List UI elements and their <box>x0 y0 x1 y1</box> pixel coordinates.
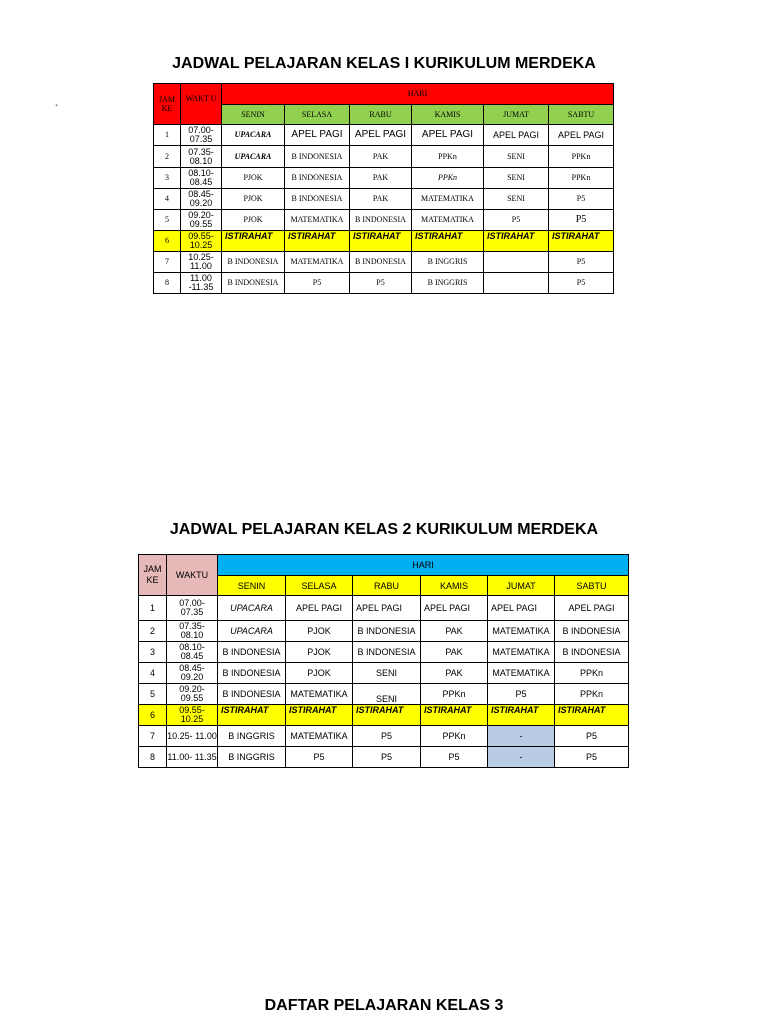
subject-cell: P5 <box>285 273 350 294</box>
break-cell: ISTIRAHAT <box>218 705 286 726</box>
subject-cell: MATEMATIKA <box>412 189 484 210</box>
subject-cell: MATEMATIKA <box>285 252 350 273</box>
day-header: SENIN <box>218 576 286 596</box>
break-cell: ISTIRAHAT <box>350 231 412 252</box>
subject-cell: P5 <box>549 189 614 210</box>
subject-cell: APEL PAGI <box>285 125 350 146</box>
header-jam-ke: JAM KE <box>154 84 181 125</box>
waktu-cell: 08.45- 09.20 <box>167 663 218 684</box>
subject-cell: B INGGRIS <box>412 252 484 273</box>
table-row <box>154 189 614 210</box>
day-header: RABU <box>350 105 412 125</box>
break-cell: ISTIRAHAT <box>555 705 629 726</box>
subject-cell: P5 <box>549 273 614 294</box>
waktu-cell: 09.55- 10.25 <box>167 705 218 726</box>
day-header: KAMIS <box>412 105 484 125</box>
subject-cell: PPKn <box>555 684 629 705</box>
subject-cell: - <box>488 726 555 747</box>
break-cell: ISTIRAHAT <box>412 231 484 252</box>
jam-cell: 2 <box>139 621 167 642</box>
break-cell: ISTIRAHAT <box>488 705 555 726</box>
subject-cell: APEL PAGI <box>286 596 353 621</box>
subject-cell: PPKn <box>555 663 629 684</box>
subject-cell: APEL PAGI <box>555 596 629 621</box>
subject-cell: APEL PAGI <box>350 125 412 146</box>
jam-cell: 5 <box>154 210 181 231</box>
day-header: SENIN <box>222 105 285 125</box>
break-cell: ISTIRAHAT <box>222 231 285 252</box>
subject-cell: B INGGRIS <box>218 747 286 768</box>
subject-cell: SENI <box>484 189 549 210</box>
subject-cell: B INDONESIA <box>555 642 629 663</box>
stray-mark: ` <box>55 104 59 115</box>
subject-cell: MATEMATIKA <box>286 684 353 705</box>
jam-cell: 3 <box>154 168 181 189</box>
table-row <box>139 642 629 663</box>
subject-cell: B INDONESIA <box>350 252 412 273</box>
subject-cell: APEL PAGI <box>421 596 488 621</box>
day-header: SABTU <box>555 576 629 596</box>
subject-cell: P5 <box>549 210 614 231</box>
table-row <box>139 684 629 705</box>
subject-cell: MATEMATIKA <box>488 621 555 642</box>
waktu-cell: 08.45- 09.20 <box>181 189 222 210</box>
header-waktu: WAKTU <box>167 555 218 596</box>
subject-cell: PPKn <box>549 168 614 189</box>
table-row <box>139 747 629 768</box>
schedule-table-kelas-1 <box>153 83 614 294</box>
subject-cell: B INGGRIS <box>412 273 484 294</box>
subject-cell: PJOK <box>286 621 353 642</box>
subject-cell: SENI <box>353 663 421 684</box>
break-cell: ISTIRAHAT <box>549 231 614 252</box>
subject-cell: PPKn <box>421 726 488 747</box>
header-hari: HARI <box>222 84 614 105</box>
break-cell: ISTIRAHAT <box>421 705 488 726</box>
subject-cell: B INDONESIA <box>285 146 350 168</box>
jam-cell: 6 <box>139 705 167 726</box>
jam-cell: 8 <box>154 273 181 294</box>
subject-cell: P5 <box>350 273 412 294</box>
subject-cell: PPKn <box>549 146 614 168</box>
subject-cell: B INDONESIA <box>353 642 421 663</box>
waktu-cell: 07.00- 07.35 <box>167 596 218 621</box>
header-waktu: WAKT U <box>181 84 222 125</box>
day-header: SELASA <box>285 105 350 125</box>
jam-cell: 4 <box>139 663 167 684</box>
table-row <box>139 726 629 747</box>
break-cell: ISTIRAHAT <box>484 231 549 252</box>
subject-cell: MATEMATIKA <box>285 210 350 231</box>
break-row <box>139 705 629 726</box>
title-kelas-1: JADWAL PELAJARAN KELAS I KURIKULUM MERDEKA <box>172 55 596 72</box>
subject-cell: PJOK <box>286 642 353 663</box>
waktu-cell: 09.20- 09.55 <box>181 210 222 231</box>
subject-cell: MATEMATIKA <box>286 726 353 747</box>
subject-cell: PAK <box>350 168 412 189</box>
subject-cell: SENI <box>484 168 549 189</box>
waktu-cell: 07.35- 08.10 <box>167 621 218 642</box>
subject-cell <box>484 252 549 273</box>
subject-cell: APEL PAGI <box>353 596 421 621</box>
subject-cell: UPACARA <box>218 621 286 642</box>
jam-cell: 2 <box>154 146 181 168</box>
waktu-cell: 11.00- 11.35 <box>167 747 218 768</box>
waktu-cell: 11.00 -11.35 <box>181 273 222 294</box>
subject-cell: PAK <box>350 146 412 168</box>
table-row <box>154 168 614 189</box>
day-header: RABU <box>353 576 421 596</box>
subject-cell: B INDONESIA <box>555 621 629 642</box>
jam-cell: 5 <box>139 684 167 705</box>
subject-cell: UPACARA <box>222 146 285 168</box>
waktu-cell: 07.00- 07.35 <box>181 125 222 146</box>
subject-cell: UPACARA <box>218 596 286 621</box>
subject-cell: B INGGRIS <box>218 726 286 747</box>
jam-cell: 8 <box>139 747 167 768</box>
subject-cell: B INDONESIA <box>218 684 286 705</box>
jam-cell: 3 <box>139 642 167 663</box>
subject-cell: B INDONESIA <box>350 210 412 231</box>
subject-cell: MATEMATIKA <box>488 663 555 684</box>
subject-cell: APEL PAGI <box>488 596 555 621</box>
subject-cell: B INDONESIA <box>222 252 285 273</box>
jam-cell: 1 <box>154 125 181 146</box>
title-kelas-3: DAFTAR PELAJARAN KELAS 3 <box>264 997 504 1014</box>
subject-cell: B INDONESIA <box>353 621 421 642</box>
table-row <box>139 663 629 684</box>
table-row <box>139 621 629 642</box>
subject-cell: PJOK <box>222 210 285 231</box>
subject-cell: MATEMATIKA <box>412 210 484 231</box>
subject-cell: MATEMATIKA <box>488 642 555 663</box>
table-row <box>154 273 614 294</box>
subject-cell: APEL PAGI <box>549 125 614 146</box>
jam-cell: 7 <box>154 252 181 273</box>
waktu-cell: 09.55- 10.25 <box>181 231 222 252</box>
table-row <box>154 125 614 146</box>
subject-cell: B INDONESIA <box>285 168 350 189</box>
subject-cell: P5 <box>353 747 421 768</box>
waktu-cell: 08.10- 08.45 <box>181 168 222 189</box>
subject-cell: P5 <box>555 747 629 768</box>
waktu-cell: 09.20- 09.55 <box>167 684 218 705</box>
table-row <box>139 596 629 621</box>
day-header: SELASA <box>286 576 353 596</box>
subject-cell: P5 <box>549 252 614 273</box>
subject-cell: PAK <box>421 621 488 642</box>
subject-cell: P5 <box>484 210 549 231</box>
title-kelas-2: JADWAL PELAJARAN KELAS 2 KURIKULUM MERDEKA <box>169 521 599 538</box>
header-hari: HARI <box>218 555 629 576</box>
subject-cell: APEL PAGI <box>412 125 484 146</box>
subject-cell: P5 <box>353 726 421 747</box>
subject-cell: PPKn <box>412 168 484 189</box>
subject-cell: P5 <box>286 747 353 768</box>
waktu-cell: 10.25- 11.00 <box>167 726 218 747</box>
subject-cell: PJOK <box>222 168 285 189</box>
subject-cell: PAK <box>350 189 412 210</box>
table-row <box>154 146 614 168</box>
day-header: SABTU <box>549 105 614 125</box>
subject-cell: SENI <box>484 146 549 168</box>
subject-cell: APEL PAGI <box>484 125 549 146</box>
header-jam-ke: JAM KE <box>139 555 167 596</box>
waktu-cell: 10.25- 11.00 <box>181 252 222 273</box>
subject-cell: B INDONESIA <box>285 189 350 210</box>
day-header: JUMAT <box>488 576 555 596</box>
subject-cell: B INDONESIA <box>222 273 285 294</box>
subject-cell <box>484 273 549 294</box>
subject-cell: B INDONESIA <box>218 642 286 663</box>
jam-cell: 1 <box>139 596 167 621</box>
subject-cell: PJOK <box>286 663 353 684</box>
subject-cell: - <box>488 747 555 768</box>
break-cell: ISTIRAHAT <box>353 705 421 726</box>
break-cell: ISTIRAHAT <box>286 705 353 726</box>
subject-cell: PAK <box>421 642 488 663</box>
jam-cell: 6 <box>154 231 181 252</box>
subject-cell: SENI <box>353 684 421 705</box>
subject-cell: PPKn <box>412 146 484 168</box>
subject-cell: PAK <box>421 663 488 684</box>
waktu-cell: 08.10- 08.45 <box>167 642 218 663</box>
subject-cell: P5 <box>555 726 629 747</box>
subject-cell: B INDONESIA <box>218 663 286 684</box>
table-row <box>154 210 614 231</box>
schedule-table-kelas-2 <box>138 554 629 768</box>
break-cell: ISTIRAHAT <box>285 231 350 252</box>
jam-cell: 7 <box>139 726 167 747</box>
waktu-cell: 07.35- 08.10 <box>181 146 222 168</box>
subject-cell: UPACARA <box>222 125 285 146</box>
jam-cell: 4 <box>154 189 181 210</box>
subject-cell: PJOK <box>222 189 285 210</box>
day-header: JUMAT <box>484 105 549 125</box>
subject-cell: P5 <box>421 747 488 768</box>
subject-cell: P5 <box>488 684 555 705</box>
table-row <box>154 252 614 273</box>
break-row <box>154 231 614 252</box>
day-header: KAMIS <box>421 576 488 596</box>
subject-cell: PPKn <box>421 684 488 705</box>
